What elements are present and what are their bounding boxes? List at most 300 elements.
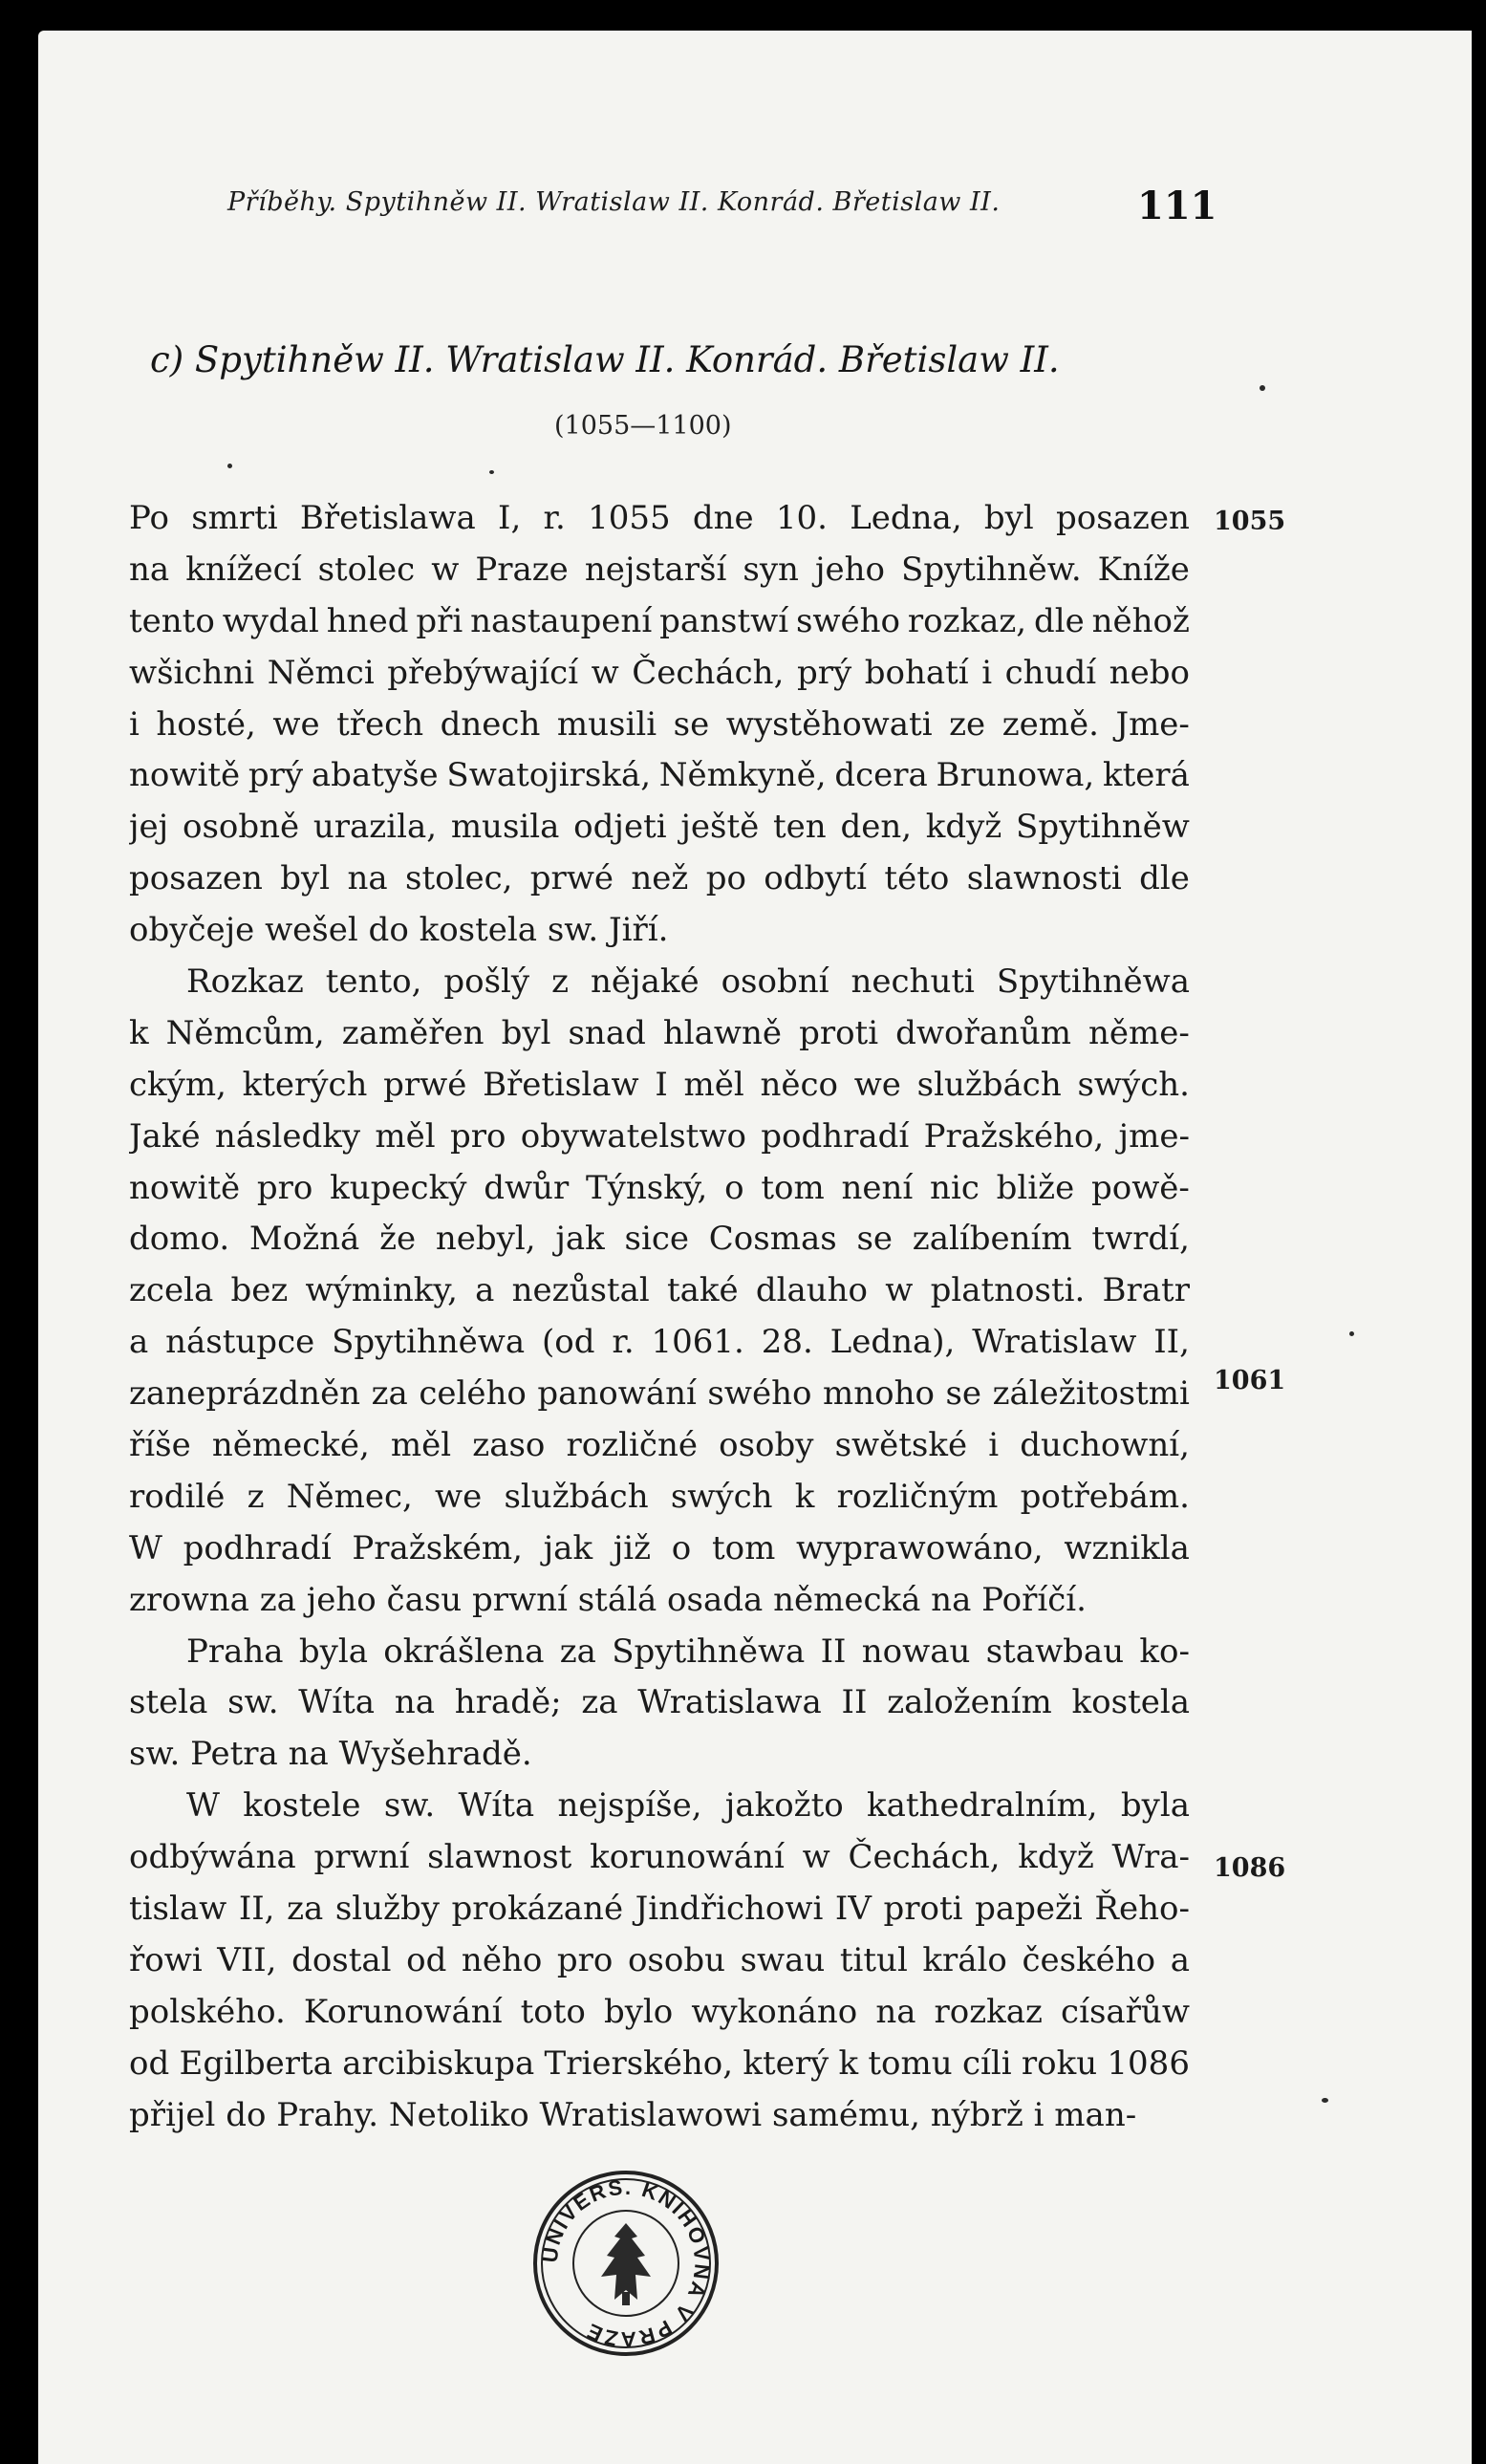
word: wyprawowáno, xyxy=(796,1528,1044,1567)
text-line xyxy=(129,596,1190,648)
word: pro xyxy=(449,1116,506,1156)
word: bylo xyxy=(603,1992,674,2031)
word: jakožto xyxy=(724,1786,844,1826)
word: Týnský, xyxy=(585,1168,708,1207)
word: hosté, xyxy=(156,704,256,744)
text-line: obyčeje wešel do kostela sw. Jiří. xyxy=(129,911,669,950)
text-line xyxy=(129,493,1190,545)
word: říše xyxy=(129,1426,191,1465)
word: Rozkaz xyxy=(186,962,304,1002)
word: založením xyxy=(887,1683,1052,1722)
word: byl xyxy=(280,859,331,898)
word: nowitě xyxy=(129,756,241,795)
word: sw. xyxy=(227,1683,279,1722)
word: prokázané xyxy=(451,1890,624,1929)
text-line xyxy=(129,545,1190,596)
word: k xyxy=(129,1013,149,1052)
text-line xyxy=(129,700,1190,751)
word: za xyxy=(287,1890,324,1929)
word: we xyxy=(272,704,320,744)
word: stolec xyxy=(317,550,416,589)
word: z xyxy=(247,1477,265,1516)
word: odbytí xyxy=(764,859,868,898)
word: kterých xyxy=(242,1065,368,1104)
word: která xyxy=(1102,756,1190,795)
word: se xyxy=(945,1374,982,1414)
word: tom xyxy=(711,1528,776,1567)
word: IV xyxy=(834,1890,872,1929)
text-line xyxy=(129,1524,1190,1575)
word: Trierského, xyxy=(544,2043,734,2083)
word: se xyxy=(673,704,710,744)
word: se xyxy=(856,1220,894,1259)
word: Wratislawa xyxy=(637,1683,822,1722)
word: Jme- xyxy=(1115,704,1190,744)
word: prý xyxy=(248,756,304,795)
margin-year: 1055 xyxy=(1214,507,1286,536)
word: země. xyxy=(1001,704,1099,744)
word: této xyxy=(884,859,950,898)
word: byla xyxy=(298,1632,368,1671)
word: rozličné xyxy=(566,1426,698,1465)
word: službách xyxy=(916,1065,1062,1104)
word: také xyxy=(666,1271,739,1310)
word: na xyxy=(875,1992,916,2031)
word: dostal xyxy=(291,1940,392,1979)
word: twrdí, xyxy=(1091,1220,1190,1259)
word: německé, xyxy=(211,1426,370,1465)
word: není xyxy=(841,1168,914,1207)
word: we xyxy=(853,1065,901,1104)
word: nějaké xyxy=(591,962,700,1002)
word: wykonáno xyxy=(691,1992,858,2031)
speck xyxy=(1260,385,1265,391)
section-years: (1055—1100) xyxy=(554,411,732,441)
word: jak xyxy=(555,1220,605,1259)
word: rodilé xyxy=(129,1477,226,1516)
word: králo xyxy=(922,1940,1007,1979)
word: rozkaz, xyxy=(907,601,1027,640)
word: Němkyně, xyxy=(658,756,827,795)
word: swého xyxy=(795,601,900,640)
word: 1086 xyxy=(1107,2043,1190,2083)
word: následky xyxy=(214,1116,361,1156)
word: dwořanům xyxy=(895,1013,1072,1052)
word: nejspíše, xyxy=(557,1786,702,1826)
text-line xyxy=(129,957,1190,1008)
word: w xyxy=(802,1838,830,1877)
word: měl xyxy=(683,1065,744,1104)
word: služby xyxy=(334,1890,440,1929)
word: kostele xyxy=(243,1786,361,1826)
word: tento, xyxy=(325,962,422,1002)
word: dle xyxy=(1033,601,1085,640)
text-line xyxy=(129,2039,1190,2090)
word: musili xyxy=(556,704,657,744)
text-line xyxy=(129,1317,1190,1369)
word: a xyxy=(129,1323,149,1362)
word: nechuti xyxy=(851,962,975,1002)
word: panstwí xyxy=(659,601,789,640)
word: Jindřichowi xyxy=(635,1890,824,1929)
margin-year: 1086 xyxy=(1214,1853,1286,1883)
word: hradě; xyxy=(454,1683,562,1722)
word: we xyxy=(435,1477,483,1516)
word: stolec, xyxy=(405,859,513,898)
word: od xyxy=(406,1940,447,1979)
word: zcela xyxy=(129,1271,214,1310)
word: 1055 xyxy=(588,499,671,537)
word: na xyxy=(129,550,170,589)
word: tom xyxy=(761,1168,825,1207)
word: o xyxy=(724,1168,744,1207)
text-line xyxy=(129,750,1190,802)
word: i xyxy=(129,704,140,744)
word: slawnost xyxy=(427,1838,572,1877)
word: něho xyxy=(461,1940,543,1979)
text-line xyxy=(129,1935,1190,1987)
word: swého xyxy=(707,1374,812,1414)
word: měl xyxy=(375,1116,436,1156)
word: zaso xyxy=(472,1426,546,1465)
word: 10. xyxy=(775,499,828,537)
word: nowitě xyxy=(129,1168,241,1207)
word: zaměřen xyxy=(341,1013,485,1052)
word: kupecký xyxy=(330,1168,467,1207)
word: rozkaz xyxy=(934,1992,1043,2031)
word: Možná xyxy=(248,1220,360,1259)
word: wznikla xyxy=(1064,1528,1190,1567)
word: nástupce xyxy=(165,1323,315,1362)
word: sice xyxy=(624,1220,690,1259)
text-line xyxy=(129,1420,1190,1472)
word: dcera xyxy=(834,756,928,795)
word: w xyxy=(885,1271,914,1310)
word: Praha xyxy=(186,1632,284,1671)
text-line xyxy=(129,1677,1190,1729)
word: zaneprázdněn xyxy=(129,1374,361,1414)
word: a xyxy=(475,1271,495,1310)
word: wšichni xyxy=(129,653,255,692)
word: powě- xyxy=(1090,1168,1190,1207)
word: osobní xyxy=(721,962,829,1002)
word: dne xyxy=(692,499,754,537)
text-line xyxy=(129,1112,1190,1163)
word: prý xyxy=(796,653,852,692)
word: pro xyxy=(556,1940,614,1979)
word: Ledna), xyxy=(829,1323,956,1362)
word: českého xyxy=(1022,1940,1156,1979)
word: od xyxy=(129,2043,170,2083)
word: ještě xyxy=(680,808,760,847)
text-line: zrowna za jeho času prwní stálá osada německá na Poříčí. xyxy=(129,1580,1087,1619)
word: posazen xyxy=(1055,499,1190,537)
word: swých. xyxy=(1077,1065,1190,1104)
word: Pražského, xyxy=(923,1116,1105,1156)
word: řowi xyxy=(129,1940,203,1979)
word: osoby xyxy=(719,1426,814,1465)
word: wystěhowati xyxy=(725,704,933,744)
word: nowau xyxy=(861,1632,971,1671)
word: proti xyxy=(883,1890,963,1929)
word: kostela xyxy=(1071,1683,1190,1722)
word: Spytihněw xyxy=(1016,808,1190,847)
text-line xyxy=(129,1060,1190,1112)
word: 28. xyxy=(761,1323,813,1362)
text-line xyxy=(129,1214,1190,1265)
word: stawbau xyxy=(985,1632,1125,1671)
word: přebýwající xyxy=(387,653,579,692)
word: nezůstal xyxy=(511,1271,650,1310)
word: dwůr xyxy=(484,1168,570,1207)
word: odbýwána xyxy=(129,1838,296,1877)
text-line xyxy=(129,648,1190,700)
page-number: 111 xyxy=(1137,184,1217,228)
word: celého xyxy=(419,1374,527,1414)
word: nebo xyxy=(1109,653,1190,692)
word: za xyxy=(581,1683,618,1722)
word: službách xyxy=(504,1477,649,1516)
word: že xyxy=(379,1220,417,1259)
word: a xyxy=(1170,1940,1190,1979)
word: třech xyxy=(336,704,424,744)
word: II xyxy=(841,1683,868,1722)
word: osobu xyxy=(627,1940,725,1979)
word: chudí xyxy=(1004,653,1097,692)
word: o xyxy=(671,1528,692,1567)
word: prwé xyxy=(383,1065,467,1104)
word: w xyxy=(591,653,619,692)
word: Brunowa, xyxy=(936,756,1095,795)
word: něco xyxy=(760,1065,838,1104)
word: bohatí xyxy=(864,653,969,692)
word: kathedralním, xyxy=(867,1786,1098,1826)
word: swých xyxy=(670,1477,773,1516)
speck xyxy=(489,470,494,474)
word: který xyxy=(743,2043,829,2083)
word: i xyxy=(981,653,993,692)
body-text xyxy=(129,493,1190,2142)
word: ze xyxy=(949,704,986,744)
word: papeži xyxy=(975,1890,1083,1929)
text-line xyxy=(129,1781,1190,1832)
section-title: c) Spytihněw II. Wratislaw II. Konrád. Břetislaw II. xyxy=(150,339,1060,380)
word: dlauho xyxy=(755,1271,869,1310)
word: jeho xyxy=(814,550,886,589)
text-line xyxy=(129,1832,1190,1884)
word: Břetislaw xyxy=(483,1065,639,1104)
word: Řeho- xyxy=(1094,1890,1190,1929)
word: na xyxy=(347,859,388,898)
word: když xyxy=(1018,1838,1094,1877)
text-line xyxy=(129,1369,1190,1420)
word: nic xyxy=(930,1168,980,1207)
word: Čechách, xyxy=(632,653,785,692)
word: prwní xyxy=(313,1838,410,1877)
word: jak xyxy=(543,1528,593,1567)
word: wydal xyxy=(222,601,319,640)
word: tento xyxy=(129,601,215,640)
word: Wíta xyxy=(298,1683,376,1722)
word: prwé xyxy=(529,859,614,898)
word: Swatojirská, xyxy=(446,756,652,795)
word: Spytihněwa xyxy=(612,1632,806,1671)
word: r. xyxy=(543,499,566,537)
word: Bratr xyxy=(1102,1271,1190,1310)
speck xyxy=(1322,2098,1328,2103)
word: odjeti xyxy=(573,808,667,847)
word: dnech xyxy=(440,704,541,744)
word: wýminky, xyxy=(305,1271,458,1310)
word: II xyxy=(820,1632,847,1671)
word: stela xyxy=(129,1683,208,1722)
word: Wratislaw xyxy=(972,1323,1137,1362)
word: ko- xyxy=(1139,1632,1190,1671)
word: Egilberta xyxy=(179,2043,333,2083)
word: Jaké xyxy=(129,1116,201,1156)
word: i xyxy=(988,1426,1000,1465)
word: pošlý xyxy=(443,962,530,1002)
word: snad xyxy=(568,1013,646,1052)
word: za xyxy=(559,1632,596,1671)
word: r. xyxy=(612,1323,635,1362)
word: syn xyxy=(743,550,799,589)
word: smrti xyxy=(191,499,278,537)
word: potřebám. xyxy=(1020,1477,1190,1516)
word: k xyxy=(838,2043,859,2083)
word: byl xyxy=(983,499,1034,537)
word: když xyxy=(925,808,1002,847)
word: slawnosti xyxy=(966,859,1122,898)
word: rozličným xyxy=(836,1477,999,1516)
word: (od xyxy=(542,1323,595,1362)
word: podhradí xyxy=(183,1528,332,1567)
word: W xyxy=(186,1786,220,1826)
word: ten xyxy=(773,808,827,847)
word: musila xyxy=(450,808,560,847)
word: jme- xyxy=(1118,1116,1190,1156)
word: polského. xyxy=(129,1992,286,2031)
word: platnosti. xyxy=(930,1271,1086,1310)
word: jej xyxy=(129,808,169,847)
word: podhradí xyxy=(761,1116,910,1156)
word: Němec, xyxy=(286,1477,413,1516)
word: posazen xyxy=(129,859,263,898)
word: hned xyxy=(326,601,409,640)
word: roku xyxy=(1021,2043,1098,2083)
word: abatyše xyxy=(311,756,439,795)
text-line xyxy=(129,1884,1190,1935)
word: měl xyxy=(390,1426,452,1465)
text-line xyxy=(129,1627,1190,1678)
word: Wíta xyxy=(458,1786,535,1826)
word: k xyxy=(794,1477,815,1516)
word: W xyxy=(129,1528,162,1567)
word: Spytihněwa xyxy=(332,1323,526,1362)
word: mnoho xyxy=(822,1374,935,1414)
word: domo. xyxy=(129,1220,230,1259)
word: zalíbením xyxy=(912,1220,1072,1259)
speck xyxy=(1349,1331,1354,1336)
word: byl xyxy=(501,1013,551,1052)
word: VII, xyxy=(217,1940,277,1979)
word: toto xyxy=(520,1992,586,2031)
word: Spytihněw. xyxy=(901,550,1082,589)
word: arcibiskupa xyxy=(342,2043,535,2083)
word: I xyxy=(655,1065,668,1104)
word: dle xyxy=(1139,859,1190,898)
word: něhož xyxy=(1091,601,1190,640)
text-line xyxy=(129,1987,1190,2039)
word: swětské xyxy=(834,1426,968,1465)
word: duchowní, xyxy=(1020,1426,1190,1465)
word: hlawně xyxy=(662,1013,783,1052)
word: Spytihněwa xyxy=(996,962,1190,1002)
word: při xyxy=(416,601,463,640)
word: Břetislawa xyxy=(299,499,476,537)
word: Kníže xyxy=(1097,550,1190,589)
word: Praze xyxy=(475,550,569,589)
speck xyxy=(227,464,232,468)
word: Čechách, xyxy=(848,1838,1001,1877)
text-line: přijel do Prahy. Netoliko Wratislawowi samému, nýbrž i man- xyxy=(129,2095,1137,2134)
text-line xyxy=(129,1472,1190,1524)
library-stamp-icon xyxy=(530,2168,721,2359)
word: Korunowání xyxy=(303,1992,503,2031)
word: za xyxy=(371,1374,408,1414)
word: swau xyxy=(740,1940,826,1979)
text-line xyxy=(129,1265,1190,1317)
word: Wra- xyxy=(1111,1838,1190,1877)
word: osobně xyxy=(182,808,300,847)
word: den, xyxy=(840,808,913,847)
word: tomu xyxy=(868,2043,953,2083)
word: knížecí xyxy=(185,550,302,589)
margin-year: 1061 xyxy=(1214,1366,1286,1395)
running-title: Příběhy. Spytihněw II. Wratislaw II. Konrád. Břetislaw II. xyxy=(227,187,1001,217)
word: titul xyxy=(839,1940,908,1979)
word: 1061. xyxy=(651,1323,744,1362)
word: II, xyxy=(238,1890,275,1929)
word: záležitostmi xyxy=(992,1374,1190,1414)
text-line xyxy=(129,1008,1190,1060)
word: Němci xyxy=(267,653,375,692)
word: panowání xyxy=(537,1374,697,1414)
word: již xyxy=(613,1528,652,1567)
word: I, xyxy=(498,499,522,537)
word: proti xyxy=(799,1013,879,1052)
word: než xyxy=(631,859,689,898)
word: Ledna, xyxy=(850,499,962,537)
word: w xyxy=(431,550,460,589)
word: císařůw xyxy=(1061,1992,1190,2031)
text-line xyxy=(129,802,1190,854)
word: sw. xyxy=(383,1786,436,1826)
word: okrášlena xyxy=(383,1632,545,1671)
word: na xyxy=(394,1683,435,1722)
word: byla xyxy=(1120,1786,1190,1826)
word: obywatelstwo xyxy=(520,1116,746,1156)
word: pro xyxy=(256,1168,313,1207)
word: korunowání xyxy=(590,1838,785,1877)
word: něme- xyxy=(1088,1013,1190,1052)
word: urazila, xyxy=(312,808,438,847)
text-line xyxy=(129,1163,1190,1215)
word: tislaw xyxy=(129,1890,227,1929)
word: cíli xyxy=(961,2043,1012,2083)
text-line xyxy=(129,854,1190,905)
word: Po xyxy=(129,499,169,537)
